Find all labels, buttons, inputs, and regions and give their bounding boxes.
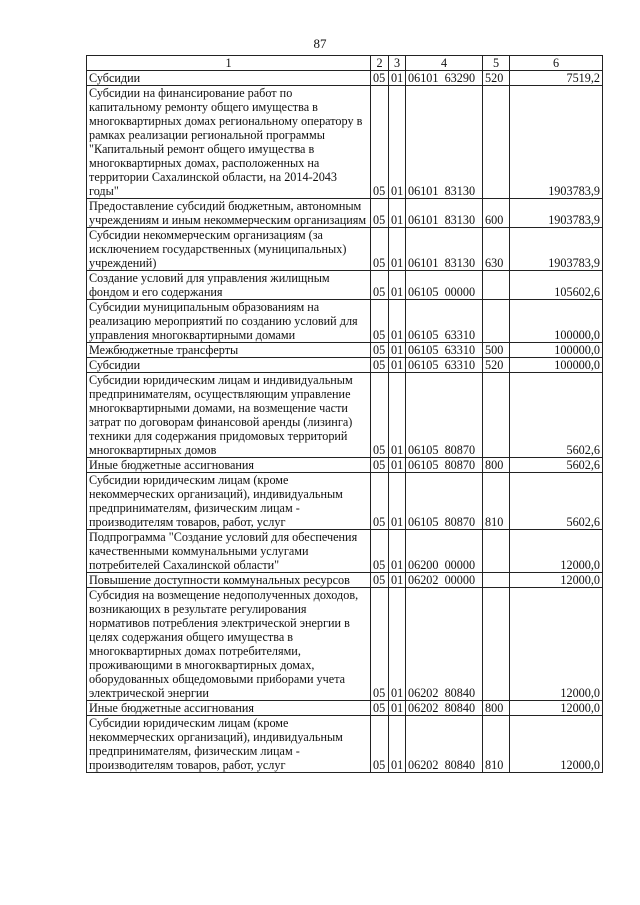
- row-section: 05: [371, 716, 389, 773]
- table-row: [87, 573, 603, 588]
- row-section: 05: [371, 228, 389, 271]
- table-row: [87, 228, 603, 271]
- row-target-article: 06101 83130: [406, 86, 483, 199]
- row-sum: 1903783,9: [510, 199, 603, 228]
- row-subsection: 01: [389, 71, 406, 86]
- row-expense-type: 810: [483, 716, 510, 773]
- row-section: 05: [371, 701, 389, 716]
- table-row: [87, 86, 603, 199]
- table-row: [87, 71, 603, 86]
- row-sum: 5602,6: [510, 373, 603, 458]
- row-target-article: 06105 63310: [406, 343, 483, 358]
- row-name: Субсидии на финансирование работ по капитальному ремонту общего имущества в многоквартирных домах региональному оператору в рамках реализации региональной программы "Капитальный ремонт общего имущества в многоквартирных домах, расположенных на территории Сахалинской области, на 2014-2043 годы": [87, 86, 371, 199]
- row-sum: 100000,0: [510, 300, 603, 343]
- row-section: 05: [371, 86, 389, 199]
- row-subsection: 01: [389, 473, 406, 530]
- row-name: Повышение доступности коммунальных ресурсов: [87, 573, 371, 588]
- row-name: Субсидии юридическим лицам (кроме некоммерческих организаций), индивидуальным предпринимателям, физическим лицам - производителям товаров, работ, услуг: [87, 473, 371, 530]
- row-sum: 1903783,9: [510, 86, 603, 199]
- row-subsection: 01: [389, 701, 406, 716]
- row-expense-type: 520: [483, 71, 510, 86]
- row-target-article: 06105 63310: [406, 358, 483, 373]
- row-subsection: 01: [389, 343, 406, 358]
- row-target-article: 06202 80840: [406, 588, 483, 701]
- row-subsection: 01: [389, 86, 406, 199]
- row-section: 05: [371, 588, 389, 701]
- row-target-article: 06101 83130: [406, 228, 483, 271]
- row-subsection: 01: [389, 588, 406, 701]
- row-sum: 7519,2: [510, 71, 603, 86]
- row-section: 05: [371, 458, 389, 473]
- table-row: [87, 343, 603, 358]
- table-row: [87, 199, 603, 228]
- row-sum: 12000,0: [510, 701, 603, 716]
- row-sum: 5602,6: [510, 473, 603, 530]
- row-target-article: 06202 80840: [406, 701, 483, 716]
- row-sum: 12000,0: [510, 716, 603, 773]
- row-expense-type: [483, 530, 510, 573]
- row-target-article: 06200 00000: [406, 530, 483, 573]
- row-name: Создание условий для управления жилищным фондом и его содержания: [87, 271, 371, 300]
- row-section: 05: [371, 199, 389, 228]
- row-expense-type: [483, 588, 510, 701]
- table-row: [87, 271, 603, 300]
- table-row: [87, 530, 603, 573]
- row-section: 05: [371, 373, 389, 458]
- row-subsection: 01: [389, 228, 406, 271]
- row-name: Иные бюджетные ассигнования: [87, 458, 371, 473]
- row-section: 05: [371, 473, 389, 530]
- row-section: 05: [371, 271, 389, 300]
- row-sum: 1903783,9: [510, 228, 603, 271]
- row-expense-type: [483, 86, 510, 199]
- page-number: 87: [313, 36, 327, 51]
- table-row: [87, 473, 603, 530]
- row-section: 05: [371, 300, 389, 343]
- row-target-article: 06105 63310: [406, 300, 483, 343]
- table-row: [87, 300, 603, 343]
- row-subsection: 01: [389, 358, 406, 373]
- row-section: 05: [371, 71, 389, 86]
- row-subsection: 01: [389, 300, 406, 343]
- row-name: Субсидия на возмещение недополученных доходов, возникающих в результате регулирования нормативов потребления электрической энергии в целях содержания общего имущества в многоквартирных домах потребителями, проживающими в многоквартирных домах, оборудованных общедомовыми приборами учета электрической энергии: [87, 588, 371, 701]
- row-expense-type: 500: [483, 343, 510, 358]
- row-target-article: 06105 80870: [406, 373, 483, 458]
- row-expense-type: 600: [483, 199, 510, 228]
- row-name: Субсидии юридическим лицам (кроме некоммерческих организаций), индивидуальным предпринимателям, физическим лицам - производителям товаров, работ, услуг: [87, 716, 371, 773]
- row-target-article: 06101 83130: [406, 199, 483, 228]
- row-subsection: 01: [389, 573, 406, 588]
- header-col-name: 1: [87, 56, 371, 71]
- row-sum: 12000,0: [510, 588, 603, 701]
- row-name: Подпрограмма "Создание условий для обеспечения качественными коммунальными услугами потребителей Сахалинской области": [87, 530, 371, 573]
- row-subsection: 01: [389, 458, 406, 473]
- budget-table: [86, 55, 603, 773]
- row-name: Субсидии муниципальным образованиям на реализацию мероприятий по созданию условий для управления многоквартирными домами: [87, 300, 371, 343]
- row-name: Иные бюджетные ассигнования: [87, 701, 371, 716]
- row-name: Субсидии: [87, 358, 371, 373]
- row-name: Межбюджетные трансферты: [87, 343, 371, 358]
- header-col-subsection: 3: [389, 56, 406, 71]
- row-expense-type: [483, 300, 510, 343]
- table-row: [87, 716, 603, 773]
- table-row: [87, 373, 603, 458]
- row-sum: 12000,0: [510, 573, 603, 588]
- row-sum: 12000,0: [510, 530, 603, 573]
- row-expense-type: 800: [483, 701, 510, 716]
- row-subsection: 01: [389, 271, 406, 300]
- row-name: Субсидии: [87, 71, 371, 86]
- row-subsection: 01: [389, 530, 406, 573]
- row-name: Предоставление субсидий бюджетным, автономным учреждениям и иным некоммерческим организациям: [87, 199, 371, 228]
- row-target-article: 06105 00000: [406, 271, 483, 300]
- row-expense-type: [483, 373, 510, 458]
- row-expense-type: 810: [483, 473, 510, 530]
- row-subsection: 01: [389, 373, 406, 458]
- row-subsection: 01: [389, 199, 406, 228]
- row-expense-type: 630: [483, 228, 510, 271]
- header-col-section: 2: [371, 56, 389, 71]
- table-row: [87, 701, 603, 716]
- row-target-article: 06101 63290: [406, 71, 483, 86]
- row-section: 05: [371, 343, 389, 358]
- table-row: [87, 458, 603, 473]
- row-target-article: 06105 80870: [406, 458, 483, 473]
- row-target-article: 06202 80840: [406, 716, 483, 773]
- header-col-expense-type: 5: [483, 56, 510, 71]
- row-sum: 100000,0: [510, 358, 603, 373]
- row-section: 05: [371, 573, 389, 588]
- row-name: Субсидии некоммерческим организациям (за исключением государственных (муниципальных) учреждений): [87, 228, 371, 271]
- row-target-article: 06105 80870: [406, 473, 483, 530]
- table-row: [87, 588, 603, 701]
- table-row: [87, 358, 603, 373]
- row-subsection: 01: [389, 716, 406, 773]
- row-section: 05: [371, 358, 389, 373]
- row-expense-type: 520: [483, 358, 510, 373]
- row-expense-type: 800: [483, 458, 510, 473]
- header-col-target-article: 4: [406, 56, 483, 71]
- row-sum: 100000,0: [510, 343, 603, 358]
- row-name: Субсидии юридическим лицам и индивидуальным предпринимателям, осуществляющим управление многоквартирными домами, на возмещение части затрат по договорам финансовой аренды (лизинга) техники для содержания придомовых территорий многоквартирных домов: [87, 373, 371, 458]
- row-expense-type: [483, 271, 510, 300]
- row-expense-type: [483, 573, 510, 588]
- row-sum: 5602,6: [510, 458, 603, 473]
- row-target-article: 06202 00000: [406, 573, 483, 588]
- header-col-sum: 6: [510, 56, 603, 71]
- row-section: 05: [371, 530, 389, 573]
- row-sum: 105602,6: [510, 271, 603, 300]
- header-row: [87, 56, 603, 71]
